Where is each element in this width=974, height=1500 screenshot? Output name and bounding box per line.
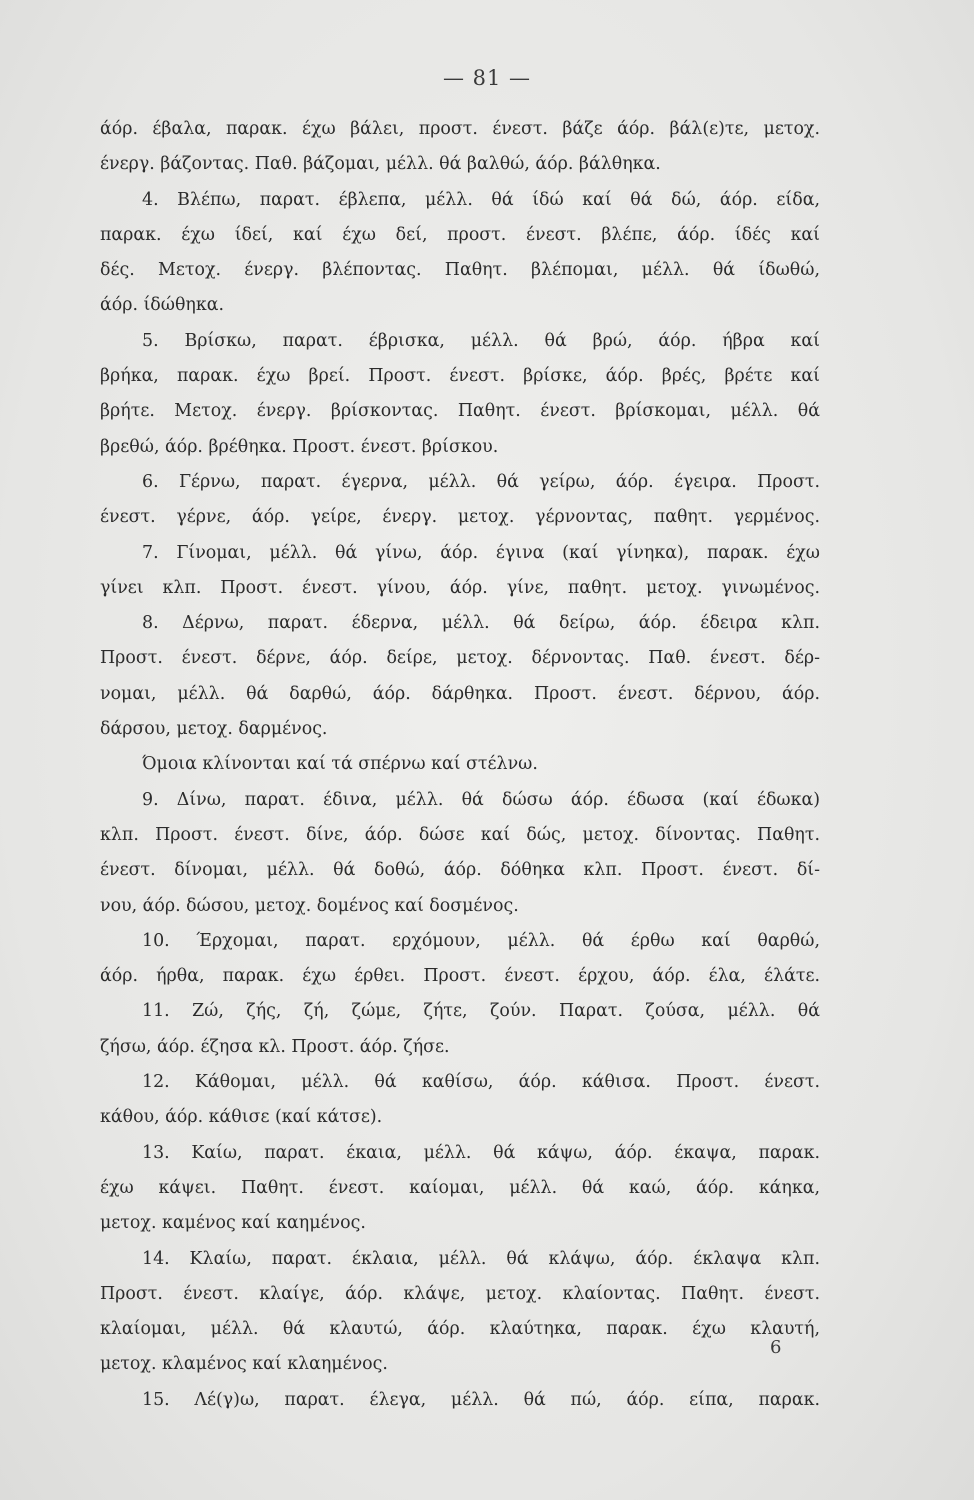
verb-entry-13: 13. Καίω, παρατ. έκαια, μέλλ. θά κάψω, άόρ. έκαψα, παρακ. [142,1142,820,1163]
text-line: βρεθώ, άόρ. βρέθηκα. Προστ. ένεστ. βρίσκου. [100,436,499,457]
text-line: δάρσου, μετοχ. δαρμένος. [100,719,328,740]
text-line: άόρ. ίδώθηκα. [100,295,224,316]
text-line: Προστ. ένεστ. κλαίγε, άόρ. κλάψε, μετοχ. κλαίοντας. Παθητ. ένεστ. [100,1283,820,1304]
verb-entry-8: 8. Δέρνω, παρατ. έδερνα, μέλλ. θά δείρω, άόρ. έδειρα κλπ. [142,613,820,634]
text-line: ένεστ. γέρνε, άόρ. γείρε, ένεργ. μετοχ. γέρνοντας, παθητ. γερμένος. [100,507,820,528]
text-line: νου, άόρ. δώσου, μετοχ. δομένος καί δοσμένος. [100,895,519,916]
page-number: — 81 — [442,66,532,90]
text-line: άόρ. έβαλα, παρακ. έχω βάλει, προστ. ένεστ. βάζε άόρ. βάλ(ε)τε, μετοχ. [100,119,820,139]
text-line: νομαι, μέλλ. θά δαρθώ, άόρ. δάρθηκα. Προστ. ένεστ. δέρνου, άόρ. [100,683,820,704]
text-line: έχω κάψει. Παθητ. ένεστ. καίομαι, μέλλ. θά καώ, άόρ. κάηκα, [100,1177,820,1198]
text-line: ένεστ. δίνομαι, μέλλ. θά δοθώ, άόρ. δόθηκα κλπ. Προστ. ένεστ. δί- [100,860,820,881]
text-line: δές. Μετοχ. ένεργ. βλέποντας. Παθητ. βλέπομαι, μέλλ. θά ίδωθώ, [100,260,820,281]
text-line: κλπ. Προστ. ένεστ. δίνε, άόρ. δώσε καί δώς, μετοχ. δίνοντας. Παθητ. [100,824,820,845]
text-line: μετοχ. κλαμένος καί κλαημένος. [100,1354,388,1375]
text-line: βρήκα, παρακ. έχω βρεί. Προστ. ένεστ. βρίσκε, άόρ. βρές, βρέτε καί [100,366,820,387]
verb-entry-7: 7. Γίνομαι, μέλλ. θά γίνω, άόρ. έγινα (καί γίνηκα), παρακ. έχω [142,542,820,563]
text-line: ζήσω, άόρ. έζησα κλ. Προστ. άόρ. ζήσε. [100,1036,450,1057]
verb-entry-10: 10. Έρχομαι, παρατ. ερχόμουν, μέλλ. θά έρθω καί θαρθώ, [142,930,820,951]
text-line: μετοχ. καμένος καί καημένος. [100,1213,366,1234]
verb-entry-4: 4. Βλέπω, παρατ. έβλεπα, μέλλ. θά ίδώ καί θά δώ, άόρ. είδα, [142,189,820,210]
text-line: παρακ. έχω ίδεί, καί έχω δεί, προστ. ένεστ. βλέπε, άόρ. ίδές καί [100,224,820,245]
text-line: κλαίομαι, μέλλ. θά κλαυτώ, άόρ. κλαύτηκα, παρακ. έχω κλαυτή, [100,1319,820,1340]
verb-entry-12: 12. Κάθομαι, μέλλ. θά καθίσω, άόρ. κάθισα. Προστ. ένεστ. [142,1072,820,1093]
verb-entry-15: 15. Λέ(γ)ω, παρατ. έλεγα, μέλλ. θά πώ, άόρ. είπα, παρακ. [142,1389,820,1410]
signature-mark: 6 [770,1337,782,1358]
verb-entry-6: 6. Γέρνω, παρατ. έγερνα, μέλλ. θά γείρω, άόρ. έγειρα. Προστ. [142,471,820,492]
verb-entry-5: 5. Βρίσκω, παρατ. έβρισκα, μέλλ. θά βρώ, άόρ. ήβρα καί [142,330,820,351]
verb-entry-9: 9. Δίνω, παρατ. έδινα, μέλλ. θά δώσω άόρ. έδωσα (καί έδωκα) [142,789,820,810]
text-line: βρήτε. Μετοχ. ένεργ. βρίσκοντας. Παθητ. ένεστ. βρίσκομαι, μέλλ. θά [100,401,820,422]
text-line: Προστ. ένεστ. δέρνε, άόρ. δείρε, μετοχ. δέρνοντας. Παθ. ένεστ. δέρ- [100,648,820,669]
note-line: Όμοια κλίνονται καί τά σπέρνω καί στέλνω. [142,754,538,775]
text-line: ένεργ. βάζοντας. Παθ. βάζομαι, μέλλ. θά βαλθώ, άόρ. βάλθηκα. [100,154,661,175]
text-line: γίνει κλπ. Προστ. ένεστ. γίνου, άόρ. γίνε, παθητ. μετοχ. γινωμένος. [100,577,820,598]
text-line: άόρ. ήρθα, παρακ. έχω έρθει. Προστ. ένεστ. έρχου, άόρ. έλα, έλάτε. [100,966,820,987]
verb-entry-11: 11. Ζώ, ζής, ζή, ζώμε, ζήτε, ζούν. Παρατ. ζούσα, μέλλ. θά [142,1001,820,1022]
verb-entry-14: 14. Κλαίω, παρατ. έκλαια, μέλλ. θά κλάψω, άόρ. έκλαψα κλπ. [142,1248,820,1269]
text-line: κάθου, άόρ. κάθισε (καί κάτσε). [100,1107,383,1128]
grammar-text [100,112,820,1418]
